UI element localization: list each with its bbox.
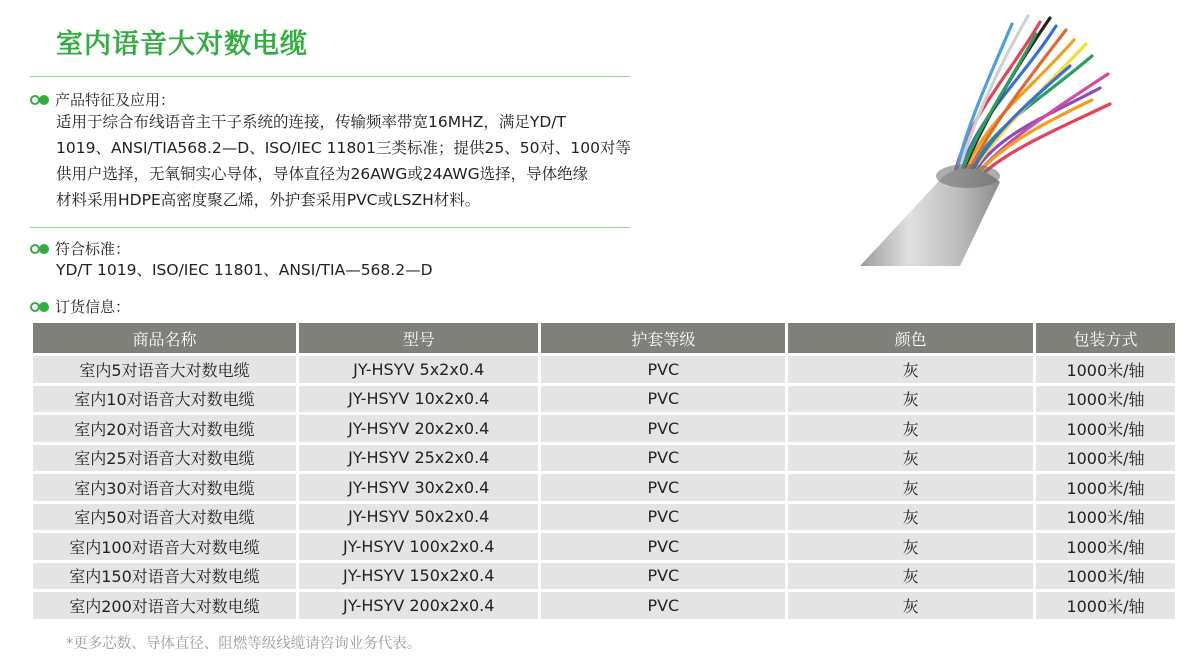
table-row <box>33 415 1175 442</box>
features-divider <box>30 227 630 228</box>
cell-color: 灰 <box>788 474 1033 501</box>
cell-color: 灰 <box>788 533 1033 560</box>
cell-sheath: PVC <box>541 592 785 619</box>
cell-sheath: PVC <box>541 533 785 560</box>
cell-sheath: PVC <box>541 386 785 413</box>
cell-sheath: PVC <box>541 415 785 442</box>
standards-text: YD/T 1019、ISO/IEC 11801、ANSI/TIA—568.2—D <box>56 261 433 279</box>
cell-product-name: 室内100对语音大对数电缆 <box>33 533 296 560</box>
cable-image <box>860 4 1120 266</box>
cell-product-name: 室内10对语音大对数电缆 <box>33 386 296 413</box>
bullet-icon <box>30 244 49 254</box>
cell-color: 灰 <box>788 504 1033 531</box>
cell-sheath: PVC <box>541 504 785 531</box>
cell-packaging: 1000米/轴 <box>1036 592 1175 619</box>
title-divider <box>30 76 630 77</box>
features-text: 适用于综合布线语音主干子系统的连接，传输频率带宽16MHZ，满足YD/T 1019、ANSI/TIA568.2—D、ISO/IEC 11801三类标准；提供25、50对、100对等 供用户选择，无氧铜实心导体，导体直径为26AWG或24AWG选择，导体绝缘 材料采用HDPE高密度聚乙烯，外护套采用PVC或LSZH材料。 <box>56 113 632 209</box>
cell-packaging: 1000米/轴 <box>1036 445 1175 472</box>
cell-color: 灰 <box>788 445 1033 472</box>
cell-model: JY-HSYV 10x2x0.4 <box>299 386 538 413</box>
cell-packaging: 1000米/轴 <box>1036 563 1175 590</box>
cell-packaging: 1000米/轴 <box>1036 533 1175 560</box>
features-heading-label: 产品特征及应用： <box>55 91 176 109</box>
features-heading <box>30 89 175 110</box>
cell-packaging: 1000米/轴 <box>1036 356 1175 383</box>
cell-model: JY-HSYV 20x2x0.4 <box>299 415 538 442</box>
table-row <box>33 474 1175 501</box>
cell-model: JY-HSYV 30x2x0.4 <box>299 474 538 501</box>
cell-sheath: PVC <box>541 474 785 501</box>
cell-sheath: PVC <box>541 356 785 383</box>
cell-sheath: PVC <box>541 445 785 472</box>
footnote: *更多芯数、导体直径、阻燃等级线缆请咨询业务代表。 <box>66 636 422 652</box>
cell-packaging: 1000米/轴 <box>1036 504 1175 531</box>
table-row <box>33 356 1175 383</box>
standards-heading-label: 符合标准： <box>55 240 131 258</box>
column-header: 型号 <box>299 323 538 353</box>
cell-packaging: 1000米/轴 <box>1036 474 1175 501</box>
cell-model: JY-HSYV 25x2x0.4 <box>299 445 538 472</box>
cell-color: 灰 <box>788 415 1033 442</box>
cell-model: JY-HSYV 5x2x0.4 <box>299 356 538 383</box>
column-header: 护套等级 <box>541 323 785 353</box>
cell-product-name: 室内150对语音大对数电缆 <box>33 563 296 590</box>
table-header-row <box>33 323 1175 353</box>
column-header: 颜色 <box>788 323 1033 353</box>
table-row <box>33 592 1175 619</box>
cell-product-name: 室内25对语音大对数电缆 <box>33 445 296 472</box>
standards-heading <box>30 238 130 259</box>
order-heading <box>30 296 130 317</box>
cell-model: JY-HSYV 200x2x0.4 <box>299 592 538 619</box>
cell-color: 灰 <box>788 563 1033 590</box>
cell-model: JY-HSYV 150x2x0.4 <box>299 563 538 590</box>
column-header: 商品名称 <box>33 323 296 353</box>
bullet-icon <box>30 95 49 105</box>
page-title: 室内语音大对数电缆 <box>56 29 308 60</box>
cell-color: 灰 <box>788 356 1033 383</box>
cell-product-name: 室内200对语音大对数电缆 <box>33 592 296 619</box>
bullet-icon <box>30 302 49 312</box>
table-row <box>33 563 1175 590</box>
cell-product-name: 室内50对语音大对数电缆 <box>33 504 296 531</box>
column-header: 包装方式 <box>1036 323 1175 353</box>
cell-product-name: 室内20对语音大对数电缆 <box>33 415 296 442</box>
table-row <box>33 533 1175 560</box>
cell-packaging: 1000米/轴 <box>1036 386 1175 413</box>
cell-product-name: 室内5对语音大对数电缆 <box>33 356 296 383</box>
table-row <box>33 445 1175 472</box>
order-table <box>30 320 1178 622</box>
order-heading-label: 订货信息： <box>55 298 131 316</box>
cell-color: 灰 <box>788 386 1033 413</box>
cell-color: 灰 <box>788 592 1033 619</box>
table-row <box>33 504 1175 531</box>
cell-model: JY-HSYV 100x2x0.4 <box>299 533 538 560</box>
table-row <box>33 386 1175 413</box>
cell-product-name: 室内30对语音大对数电缆 <box>33 474 296 501</box>
cell-model: JY-HSYV 50x2x0.4 <box>299 504 538 531</box>
cell-sheath: PVC <box>541 563 785 590</box>
cell-packaging: 1000米/轴 <box>1036 415 1175 442</box>
